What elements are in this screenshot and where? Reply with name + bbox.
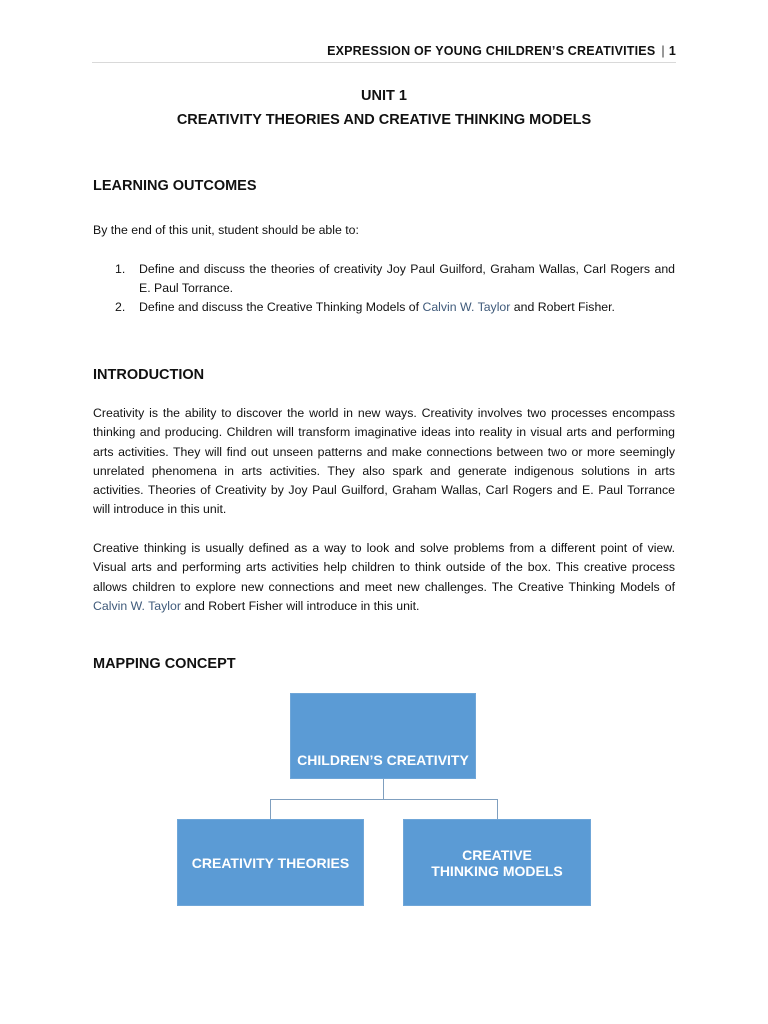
- list-item: [93, 298, 675, 317]
- introduction-paragraph-1: Creativity is the ability to discover the world in new ways. Creativity involves two processes encompass thinking and producing. Children will transform imaginative ideas into reality in visual arts and performing arts activities. They will find out unseen patterns and make connections between two or more seemingly unrelated phenomena in arts activities. They also spark and generate indigenous solutions in arts activities. Theories of Creativity by Joy Paul Guilford, Graham Wallas, Carl Rogers and E. Paul Torrance will introduce in this unit.: [93, 406, 675, 517]
- learning-outcomes-intro: By the end of this unit, student should be able to:: [93, 223, 359, 237]
- child-node-theories: [177, 819, 364, 906]
- list-item-text-after: and Robert Fisher.: [510, 300, 615, 314]
- root-node-label: CHILDREN’S CREATIVITY: [297, 752, 469, 768]
- connector-vertical-root: [383, 779, 384, 799]
- child-node-label: CREATIVE THINKING MODELS: [431, 846, 563, 879]
- unit-title: CREATIVITY THEORIES AND CREATIVE THINKING MODELS: [176, 112, 592, 128]
- page-number: 1: [668, 44, 676, 58]
- header-rule: [92, 62, 676, 63]
- unit-number: UNIT 1: [361, 88, 407, 104]
- list-item: [93, 260, 675, 298]
- list-item-number: 2.: [115, 300, 126, 314]
- learning-outcomes-heading: LEARNING OUTCOMES: [93, 178, 257, 194]
- running-header: [327, 44, 676, 58]
- list-item-text-before: Define and discuss the Creative Thinking Models of: [139, 300, 423, 314]
- mapping-concept-heading: MAPPING CONCEPT: [93, 656, 236, 672]
- learning-outcomes-list: [93, 260, 675, 317]
- connector-vertical-right: [497, 799, 498, 819]
- child-node-label: CREATIVITY THEORIES: [191, 854, 350, 871]
- root-node: [290, 693, 476, 779]
- connector-horizontal: [270, 799, 498, 800]
- list-item-number: 1.: [115, 262, 126, 276]
- connector-vertical-left: [270, 799, 271, 819]
- introduction-heading: INTRODUCTION: [93, 367, 205, 383]
- list-item-text: Define and discuss the theories of creativity Joy Paul Guilford, Graham Wallas, Carl Rogers and E. Paul Torrance.: [139, 262, 675, 295]
- introduction-paragraph-2: [93, 539, 675, 616]
- paragraph-text-after: and Robert Fisher will introduce in this unit.: [180, 598, 420, 613]
- header-separator: |: [661, 44, 665, 58]
- paragraph-text-before: Creative thinking is usually defined as a way to look and solve problems from a different point of view. Visual arts and performing arts activities help children to think outside of the box. This creative process allows children to explore new connections and meet new challenges. The Creative Thinking Models of: [93, 541, 675, 594]
- calvin-taylor-link[interactable]: Calvin W. Taylor: [93, 598, 181, 613]
- running-title: EXPRESSION OF YOUNG CHILDREN’S CREATIVITIES: [327, 44, 656, 58]
- child-node-models: [403, 819, 591, 906]
- calvin-taylor-link[interactable]: Calvin W. Taylor: [422, 300, 511, 314]
